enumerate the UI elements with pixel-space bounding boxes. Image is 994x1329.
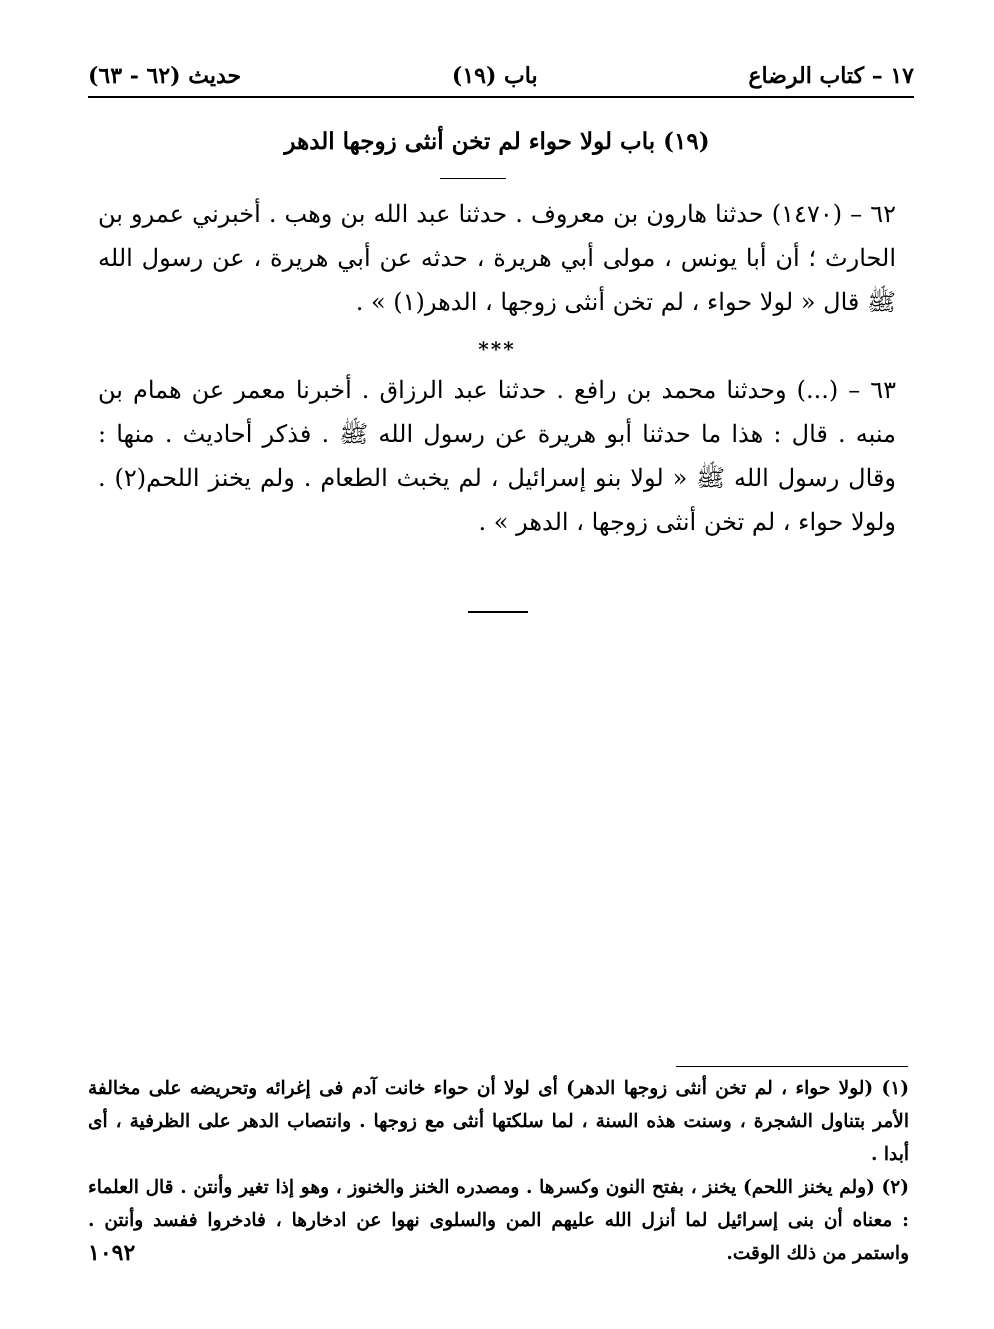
footnote-1: (١) (لولا حواء ، لم تخن أنثى زوجها الدهر) أى لولا أن حواء خانت آدم فى إغرائه وتحريضه على مخالفة الأمر بتناول الشجرة ، وسنت هذه السنة ، لما سلكتها أنثى مع زوجها . وانتصاب الدهر على الظرفية ، أى أبدا . [88,1078,909,1165]
page-number: ١٠٩٢ [88,1240,136,1266]
chapter-title: (١٩) باب لولا حواء لم تخن أنثى زوجها الدهر [284,128,710,155]
footnote-2: (٢) (ولم يخنز اللحم) يخنز ، بفتح النون وكسرها . ومصدره الخنز والخنوز ، وهو إذا تغير وأنتن . قال العلماء : معناه أن بنى إسرائيل لما أنزل الله عليهم المن والسلوى نهوا عن ادخارها ، فادخروا ففسد وأنتن . واستمر من ذلك الوقت. [88,1177,909,1264]
section-separator: *** [478,337,516,361]
end-of-text-rule [468,611,528,613]
hadith-63: ٦٣ – (...) وحدثنا محمد بن رافع . حدثنا عبد الرزاق . أخبرنا معمر عن همام بن منبه . قال : هذا ما حدثنا أبو هريرة عن رسول الله ﷺ . فذكر أحاديث . منها : وقال رسول الله ﷺ « لولا بنو إسرائيل ، لم يخبث الطعام . ولم يخنز اللحم(٢) . ولولا حواء ، لم تخن أنثى زوجها ، الدهر » . [98,376,896,536]
header-book-title: ١٧ – كتاب الرضاع [748,63,914,89]
running-header [88,56,914,98]
footnotes [88,1072,909,1270]
header-chapter-number: (١٩) باب [451,63,538,89]
title-underline [440,178,506,179]
footnote-rule [676,1066,908,1067]
hadith-62: ٦٢ – (١٤٧٠) حدثنا هارون بن معروف . حدثنا عبد الله بن وهب . أخبرني عمرو بن الحارث ؛ أن أبا يونس ، مولى أبي هريرة ، حدثه عن أبي هريرة ، عن رسول الله ﷺ قال « لولا حواء ، لم تخن أنثى زوجها ، الدهر(١) » . [98,200,896,316]
header-hadith-range: (٦٢ - ٦٣) حديث [88,63,242,89]
